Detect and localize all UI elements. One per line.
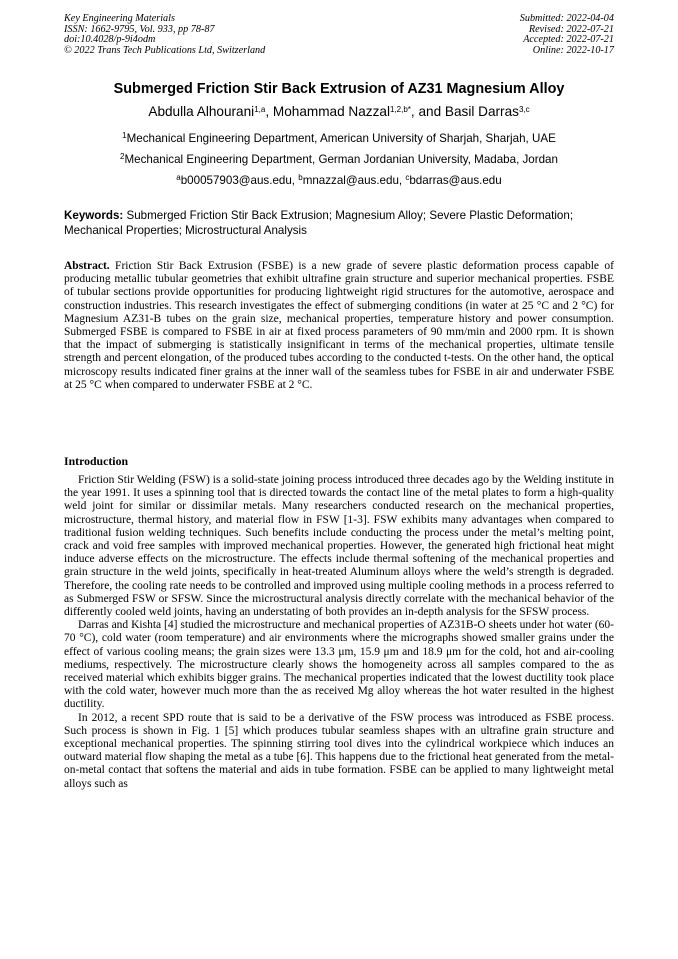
email-link[interactable]: mnazzal@aus.edu [302, 174, 399, 187]
author-name: Basil Darras [444, 104, 519, 119]
affiliation-marker: 2 [120, 152, 125, 161]
publication-dates [520, 14, 614, 56]
email-separator: , [398, 174, 406, 187]
email-link[interactable]: b00057903@aus.edu [180, 174, 292, 187]
email-link[interactable]: bdarras@aus.edu [409, 174, 502, 187]
affiliation-1 [0, 132, 678, 145]
doi-line: doi:10.4028/p-9i4odm [64, 34, 156, 46]
affiliation-marker: 1 [122, 131, 127, 140]
journal-name: Key Engineering Materials [64, 13, 175, 24]
paper-title: Submerged Friction Stir Back Extrusion of AZ31 Magnesium Alloy [113, 81, 565, 97]
author-affiliation-marker: 1,a [254, 105, 266, 114]
keywords-label: Keywords: [64, 209, 124, 222]
email-marker: c [405, 173, 410, 182]
abstract-label: Abstract. [64, 260, 110, 272]
paragraph: Darras and Kishta [4] studied the microstructure and mechanical properties of AZ31B-O sheets under hot water (60-70 °C), cold water (room temperature) and air environments where the micrographs showed smaller grains under the effect of various cooling means; the grain sizes were 13.3 μm, 15.9 μm and 18.9 μm for the cold, hot and air-cooling mediums, respectively. The microstructure clearly shows the homogeneity across all samples compared to the as received material which exhibits bigger grains. The mechanical properties indicated that the lowest ductility took place with the cold water, however much more than the as received Mg alloy whereas the hot water resulted in the highest ductility. [64, 619, 614, 711]
author-separator: , and [410, 104, 445, 119]
keywords-text: Submerged Friction Stir Back Extrusion; Magnesium Alloy; Severe Plastic Deformation; Mechanical Properties; Microstructural Analysis [64, 209, 574, 237]
accepted-date: Accepted: 2022-07-21 [523, 34, 614, 46]
section-heading-introduction: Introduction [64, 454, 129, 468]
abstract-text: Friction Stir Back Extrusion (FSBE) is a new grade of severe plastic deformation process capable of producing metallic tubular geometries that exhibit ultrafine grain structure and superior mechanical properties. FSBE of tubular sections provide opportunities for producing lightweight rigid structures for the automotive, aerospace and construction industries. This research investigates the effect of submerging conditions (in water at 25 °C and 2 °C) for Magnesium AZ31-B tubes on the grain size, mechanical properties, temperature history and power consumption. Submerged FSBE is compared to FSBE in air at fixed process parameters of 90 mm/min and 2000 rpm. It is shown that the impact of submerging is statistically insignificant in terms of the mechanical properties, ultimate tensile strength and percent elongation, of the produced tubes according to the conducted t-tests. On the other hand, the optical microscopy results indicated finer grains at the inner wall of the seamless tubes for FSBE in air and underwater FSBE at 25 °C when compared to underwater FSBE at 2 °C. [64, 260, 614, 391]
author-emails [0, 174, 678, 187]
journal-info [64, 14, 265, 56]
revised-date: Revised: 2022-07-21 [528, 23, 614, 35]
paragraph: Friction Stir Welding (FSW) is a solid-state joining process introduced three decades ago by the Welding institute in the year 1991. It uses a spinning tool that is directed towards the contact line of the metal plates to form a high-quality weld joint for similar or dissimilar metals. Many researchers conducted research on the mechanical properties, microstructure, thermal history, and material flow in FSW [1-3]. FSW exhibits many advantages when compared to traditional fusion welding techniques. Such benefits include conducting the process under the metal’s melting point, crack and void free samples with improved mechanical properties. However, the generated high frictional heat might induce adverse effects on the microstructure. The effects include thermal softening of the mechanical properties and grain structure in the weld joints, specifically in heat-treated Aluminum alloys where the weld’s strength is degraded. Therefore, the cooling rate needs to be controlled and improved using multiple cooling methods in a process referred to as Submerged FSW or SFSW. Since the microstructural analysis directly correlate with the mechanical behavior of the differently cooled weld joints, having an understating of both provides an in-depth analysis for the SFSW process. [64, 474, 614, 619]
paragraph: In 2012, a recent SPD route that is said to be a derivative of the FSW process was introduced as FSBE process. Such process is shown in Fig. 1 [5] which produces tubular seamless shapes with an ultrafine grain structure and exceptional mechanical properties. The spinning stirring tool dives into the cylindrical workpiece which induces an outward material flow shaping the metal as a tube [6]. This happens due to the frictional heat generated from the metal-on-metal contact that softens the material and aids in tube formation. FSBE can be applied to many lightweight metal alloys such as [64, 711, 614, 790]
email-marker: a [176, 173, 181, 182]
author-affiliation-marker: 1,2,b* [389, 105, 411, 114]
affiliation-2 [0, 153, 678, 166]
copyright-line: © 2022 Trans Tech Publications Ltd, Switzerland [64, 44, 266, 56]
abstract [64, 260, 614, 392]
email-separator: , [291, 174, 299, 187]
author-affiliation-marker: 3,c [518, 105, 530, 114]
affiliation-text: Mechanical Engineering Department, American University of Sharjah, Sharjah, UAE [126, 132, 556, 145]
affiliation-text: Mechanical Engineering Department, German Jordanian University, Madaba, Jordan [124, 153, 558, 166]
email-marker: b [298, 173, 303, 182]
author-name: Abdulla Alhourani [148, 104, 255, 119]
online-date: Online: 2022-10-17 [532, 44, 614, 56]
keywords [64, 208, 616, 238]
issn-line: ISSN: 1662-9795, Vol. 933, pp 78-87 [64, 23, 215, 35]
introduction-body [64, 474, 614, 791]
submitted-date: Submitted: 2022-04-04 [519, 13, 614, 24]
author-list [0, 104, 678, 119]
author-separator: , [265, 104, 273, 119]
author-name: Mohammad Nazzal [272, 104, 390, 119]
